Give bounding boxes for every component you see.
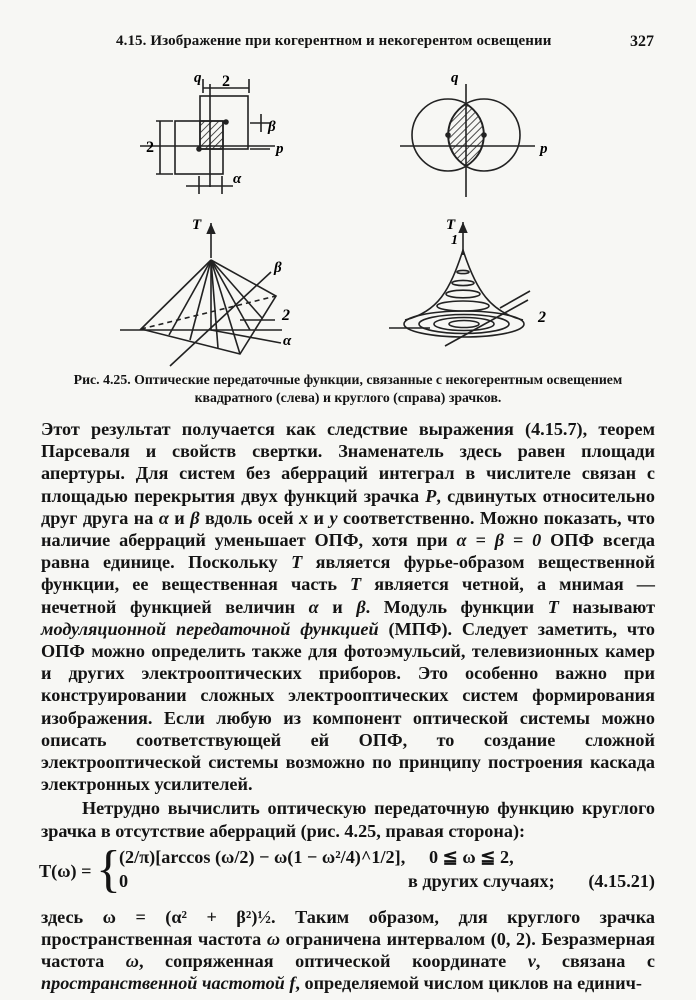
pyramid-otf-diagram (120, 223, 282, 366)
equation-brace: { (96, 840, 121, 898)
paragraph-3: здесь ω = (α² + β²)½. Таким образом, для круглого зрачка пространственная частота ω ограничена интервалом (0, 2). Безразмерная частота ω, сопряженная оптической координате v, связана с пространственной частотой f, определяемой числом циклов на единич- (41, 906, 656, 994)
label-one-cone: 1 (451, 233, 458, 248)
label-p-left: p (276, 141, 284, 157)
equation-lhs: T(ω) = (39, 860, 92, 881)
equation-case-1: (2/π)[arccos (ω/2) − ω(1 − ω²/4)^1/2], (119, 846, 406, 867)
running-title: 4.15. Изображение при когерентном и некогерентом освещении (116, 33, 552, 49)
body-text (41, 418, 655, 995)
label-two-top-left: 2 (222, 73, 230, 90)
label-two-pyramid: 2 (282, 307, 290, 324)
paragraph-1: Этот результат получается как следствие выражения (4.15.7), теорем Парсеваля и свойств свертки. Знаменатель здесь равен площади апертуры. Для систем без аберраций интеграл в числителе связан с площадью перекрытия двух функций зрачка P, сдвинутых относительно друг друга на α и β вдоль осей x и y соответственно. Можно показать, что наличие аберраций уменьшает ОПФ, хотя при α = β = 0 ОПФ всегда равна единице. Поскольку T является фурье-образом вещественной функции, ее вещественная часть T является четной, а мнимая — нечетной функцией величин α и β. Модуль функции T называют модуляционной передаточной функцией (МПФ). Следует заметить, что ОПФ можно определить также для фотоэмульсий, телевизионных камер и других электрооптических приборов. Это особенно важно при конструировании сложных электрооптических систем формирования изображения. Если любую из компонент оптической системы можно описать соответствующей ей ОПФ, то создание сложной электрооптической системы возможно по принципу построения каскада электронных усилителей. (41, 419, 656, 795)
caption-line-1: Рис. 4.25. Оптические передаточные функции, связанные с некогерентным освещением (73, 372, 623, 387)
figure-caption (40, 371, 656, 407)
label-two-cone: 2 (538, 309, 546, 326)
equation-condition-1: 0 ≦ ω ≦ 2, (429, 846, 514, 867)
equation-number: (4.15.21) (588, 870, 655, 891)
figure-4-25 (0, 60, 696, 368)
page-number: 327 (630, 33, 654, 50)
label-q-left: q (194, 70, 202, 86)
equation-case-2: 0 (119, 870, 129, 891)
caption-line-2: квадратного (слева) и круглого (справа) зрачков. (194, 390, 502, 405)
equation-condition-2: в других случаях; (408, 870, 555, 891)
label-beta-bottom: β (274, 260, 282, 276)
equation-4-15-21 (39, 840, 655, 902)
label-two-side-left: 2 (146, 139, 154, 156)
label-T-right: T (446, 217, 456, 233)
page-header (0, 33, 696, 53)
label-alpha-left: α (233, 171, 242, 187)
square-pupil-overlap-diagram (140, 79, 275, 194)
label-beta-left: β (268, 119, 276, 135)
label-T-left: T (192, 217, 202, 233)
cone-otf-diagram (389, 222, 530, 346)
circular-pupil-overlap-diagram (400, 84, 535, 197)
label-p-right: p (540, 141, 548, 157)
label-q-right: q (451, 70, 459, 86)
label-alpha-bottom: α (283, 333, 292, 349)
paragraph-2: Нетрудно вычислить оптическую передаточную функцию круглого зрачка в отсутствие аберраций (рис. 4.25, правая сторона): (41, 798, 655, 841)
